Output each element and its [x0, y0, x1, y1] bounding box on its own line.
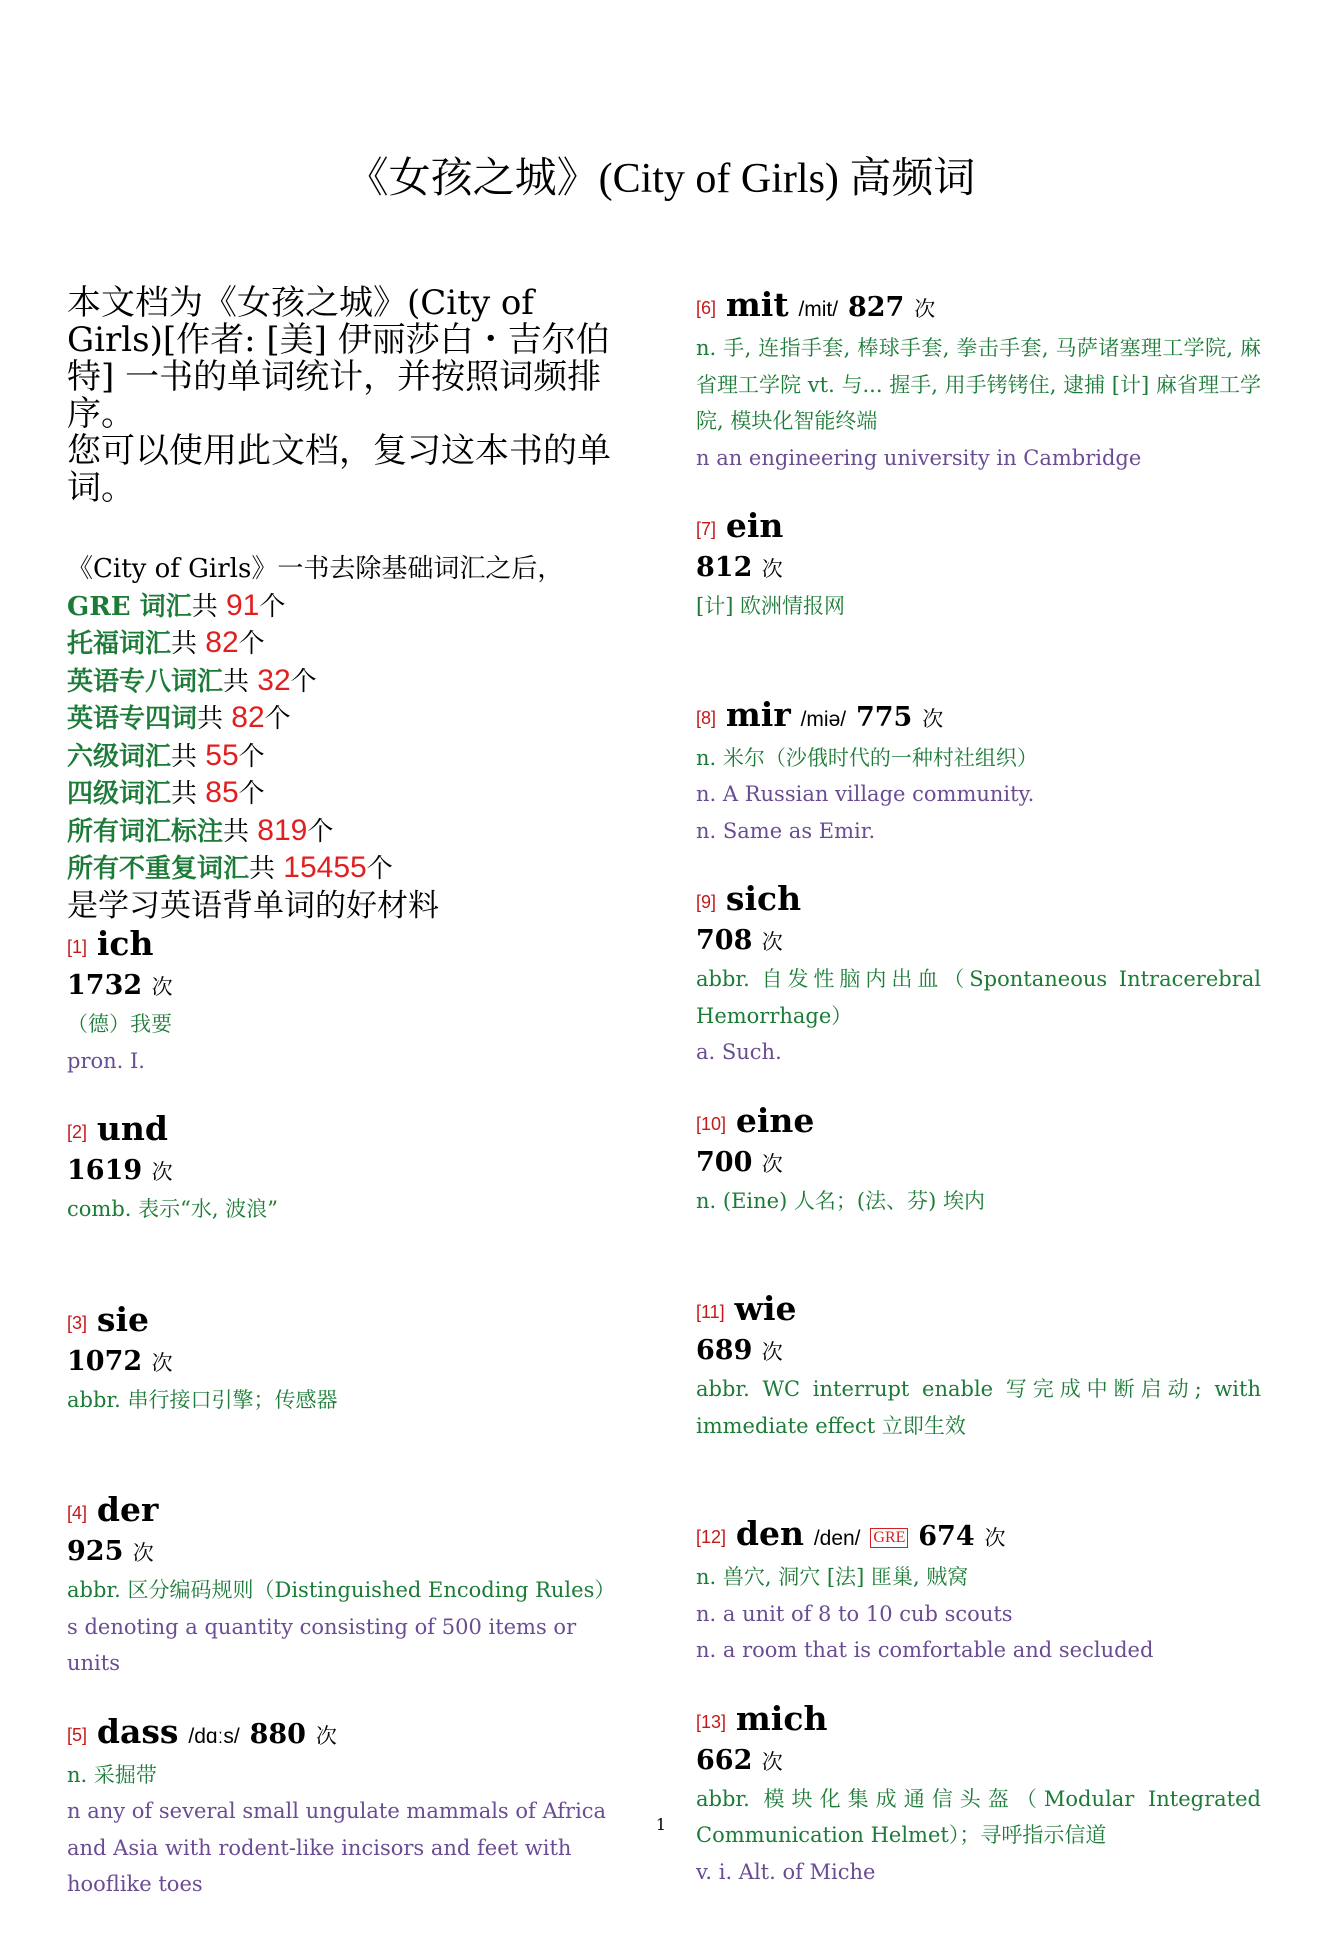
word-entry: [2] und 1619 次 comb. 表示“水, 波浪”	[67, 1109, 632, 1228]
right-column	[696, 285, 1261, 1920]
intro-paragraph-2: 您可以使用此文档，复习这本书的单词。	[67, 431, 611, 508]
stats-row: 四级词汇共 85个	[67, 776, 265, 809]
word-entry: [8] mir /miə/ 775 次 n. 米尔（沙俄时代的一种村社组织） n. A Russian village community. n. Same as Emir.	[696, 695, 1261, 850]
stats-lead: 《City of Girls》一书去除基础词汇之后，	[67, 554, 564, 584]
entry-word: und	[96, 1109, 168, 1148]
word-entry: [4] der 925 次 abbr. 区分编码规则（Distinguished Encoding Rules） s denoting a quantity consisting of 500 items or units	[67, 1490, 632, 1682]
entry-phonetic: /dɑːs/	[188, 1724, 240, 1748]
entry-word: eine	[735, 1100, 815, 1140]
entry-index: [13]	[696, 1711, 727, 1732]
stats-row: GRE 词汇共 91个	[67, 588, 286, 622]
stats-number: 55	[205, 738, 239, 772]
entry-definition: （德）我要	[67, 1012, 172, 1036]
entry-count: 708	[696, 925, 753, 956]
entry-definition: a. Such.	[696, 1040, 782, 1064]
entry-definition: n. Same as Emir.	[696, 818, 876, 843]
entry-count: 689	[696, 1335, 753, 1366]
word-entry: [3] sie 1072 次 abbr. 串行接口引擎；传感器	[67, 1300, 632, 1419]
entry-definition: v. i. Alt. of Miche	[696, 1859, 876, 1884]
page-number: 1	[655, 1815, 667, 1834]
entry-index: [12]	[696, 1527, 727, 1547]
entry-count: 1072	[67, 1345, 143, 1377]
stats-label: 所有不重复词汇	[67, 854, 250, 884]
left-column	[67, 285, 632, 1933]
entry-definition: n. (Eine) 人名；(法、芬) 埃内	[696, 1188, 985, 1213]
stats-number: 91	[225, 588, 260, 622]
stats-label: 四级词汇	[67, 779, 172, 809]
entry-definition: abbr. 串行接口引擎；传感器	[67, 1387, 338, 1412]
entry-index: [2]	[67, 1122, 88, 1142]
entry-phonetic: /den/	[813, 1527, 861, 1550]
entry-word: mir	[725, 694, 791, 734]
entry-count: 925	[67, 1536, 124, 1567]
stats-row: 托福词汇共 82个	[67, 626, 265, 659]
entry-definition: comb. 表示“水, 波浪”	[67, 1197, 278, 1221]
word-entry: [5] dass /dɑːs/ 880 次 n. 采掘带 n any of several small ungulate mammals of Africa and Asia with rodent-like incisors and feet with hooflike toes	[67, 1712, 632, 1903]
entry-definition: n. a room that is comfortable and secluded	[696, 1638, 1154, 1662]
entry-definition: n any of several small ungulate mammals of Africa and Asia with rodent-like incisors and feet with hooflike toes	[67, 1799, 607, 1896]
entry-definition: n. 米尔（沙俄时代的一种村社组织）	[696, 745, 1038, 770]
entry-index: [3]	[67, 1312, 88, 1333]
entry-definition: pron. I.	[67, 1048, 145, 1073]
stats-row: 英语专八词汇共 32个	[67, 663, 317, 697]
entry-word: ein	[725, 506, 784, 545]
entry-definition: n. 手, 连指手套, 棒球手套, 拳击手套, 马萨诸塞理工学院, 麻省理工学院 vt. 与... 握手, 用手铐铐住, 逮捕 [计] 麻省理工学院, 模块化智能终端	[696, 336, 1261, 433]
entry-index: [4]	[67, 1503, 88, 1523]
entry-word: sich	[725, 879, 802, 918]
entry-count: 812	[696, 552, 753, 583]
entry-definition: n. A Russian village community.	[696, 782, 1035, 806]
entry-word: ich	[96, 924, 154, 963]
entry-word: den	[735, 1514, 804, 1553]
entry-index: [5]	[67, 1724, 88, 1745]
word-entry: [13] mich 662 次 abbr. 模块化集成通信头盔（Modular Integrated Communication Helmet）；寻呼指示信道 v. i. Alt. of Miche	[696, 1699, 1261, 1891]
entry-word: wie	[734, 1289, 797, 1328]
entry-definition: abbr. 区分编码规则（Distinguished Encoding Rules）	[67, 1578, 616, 1602]
entry-definition: n. a unit of 8 to 10 cub scouts	[696, 1601, 1013, 1626]
entry-count: 674	[918, 1521, 975, 1552]
entry-count: 1619	[67, 1155, 143, 1186]
stats-number: 819	[257, 813, 308, 847]
entry-count: 827	[847, 292, 905, 323]
stats-row: 六级词汇共 55个	[67, 738, 265, 772]
stats-label: 六级词汇	[67, 741, 172, 772]
entry-index: [11]	[696, 1302, 725, 1322]
entry-word: der	[96, 1490, 159, 1529]
gre-badge: GRE	[870, 1528, 908, 1548]
entry-index: [6]	[696, 298, 717, 318]
entry-word: mit	[725, 285, 789, 324]
intro-paragraph-1: 本文档为《女孩之城》(City of Girls)[作者: [美] 伊丽莎白・吉尔伯特] 一书的单词统计，并按照词频排序。	[67, 283, 610, 434]
entry-index: [8]	[696, 707, 717, 728]
intro	[67, 285, 632, 507]
entry-phonetic: /miə/	[800, 707, 847, 731]
word-entry: [1] ich 1732 次 （德）我要 pron. I.	[67, 924, 632, 1079]
stats-label: 英语专四词	[67, 704, 198, 734]
stats-number: 32	[257, 663, 291, 697]
entry-definition: abbr. WC interrupt enable 写完成中断启动; with immediate effect 立即生效	[696, 1377, 1261, 1438]
page-title: 《女孩之城》(City of Girls) 高频词	[346, 156, 976, 202]
entry-count: 880	[249, 1718, 306, 1750]
stats-row: 英语专四词共 82个	[67, 701, 291, 734]
stats-label: GRE 词汇	[67, 591, 192, 622]
word-entry: [6] mit /mit/ 827 次 n. 手, 连指手套, 棒球手套, 拳击手套, 马萨诸塞理工学院, 麻省理工学院 vt. 与... 握手, 用手铐铐住, 逮捕 [计] 麻省理工学院, 模块化智能终端 n an engineering university in Cambridge	[696, 285, 1261, 476]
stats-number: 82	[205, 626, 239, 659]
entry-count: 662	[696, 1744, 753, 1776]
word-entry: [12] den /den/ GRE 674 次 n. 兽穴, 洞穴 [法] 匪巢, 贼窝 n. a unit of 8 to 10 cub scouts n. a room that is comfortable and secluded	[696, 1514, 1261, 1669]
stats-number: 82	[231, 701, 265, 734]
entry-index: [9]	[696, 892, 717, 912]
word-entry: [7] ein 812 次 [计] 欧洲情报网	[696, 506, 1261, 625]
entry-definition: n. 兽穴, 洞穴 [法] 匪巢, 贼窝	[696, 1565, 969, 1589]
stats-label: 英语专八词汇	[67, 666, 224, 697]
entry-definition: s denoting a quantity consisting of 500 items or units	[67, 1614, 577, 1675]
entry-index: [10]	[696, 1113, 727, 1134]
stats-row: 所有词汇标注共 819个	[67, 813, 334, 847]
entry-word: sie	[96, 1299, 149, 1339]
stats-number: 15455	[283, 851, 367, 884]
entry-count: 775	[855, 701, 913, 733]
word-entry: [10] eine 700 次 n. (Eine) 人名；(法、芬) 埃内	[696, 1101, 1261, 1220]
entry-phonetic: /mit/	[798, 298, 839, 321]
entry-index: [7]	[696, 519, 717, 539]
stats-label: 所有词汇标注	[67, 816, 224, 847]
entry-word: mich	[735, 1698, 828, 1738]
entry-count: 700	[696, 1146, 753, 1178]
stats-label: 托福词汇	[67, 629, 172, 659]
entry-index: [1]	[67, 937, 88, 957]
entry-definition: abbr. 模块化集成通信头盔（Modular Integrated Communication Helmet）；寻呼指示信道	[696, 1786, 1261, 1847]
entry-definition: [计] 欧洲情报网	[696, 594, 846, 618]
entry-definition: n an engineering university in Cambridge	[696, 445, 1142, 470]
stats-end: 是学习英语背单词的好材料	[67, 887, 439, 924]
stats-row: 所有不重复词汇共 15455个	[67, 851, 393, 884]
entry-definition: abbr. 自发性脑内出血（Spontaneous Intracerebral Hemorrhage）	[696, 967, 1261, 1028]
entry-word: dass	[96, 1711, 179, 1751]
word-entry: [11] wie 689 次 abbr. WC interrupt enable 写完成中断启动; with immediate effect 立即生效	[696, 1289, 1261, 1444]
stats-number: 85	[205, 776, 239, 809]
word-entry: [9] sich 708 次 abbr. 自发性脑内出血（Spontaneous Intracerebral Hemorrhage） a. Such.	[696, 879, 1261, 1071]
stats	[67, 551, 632, 924]
entry-count: 1732	[67, 970, 143, 1001]
entry-definition: n. 采掘带	[67, 1762, 157, 1787]
